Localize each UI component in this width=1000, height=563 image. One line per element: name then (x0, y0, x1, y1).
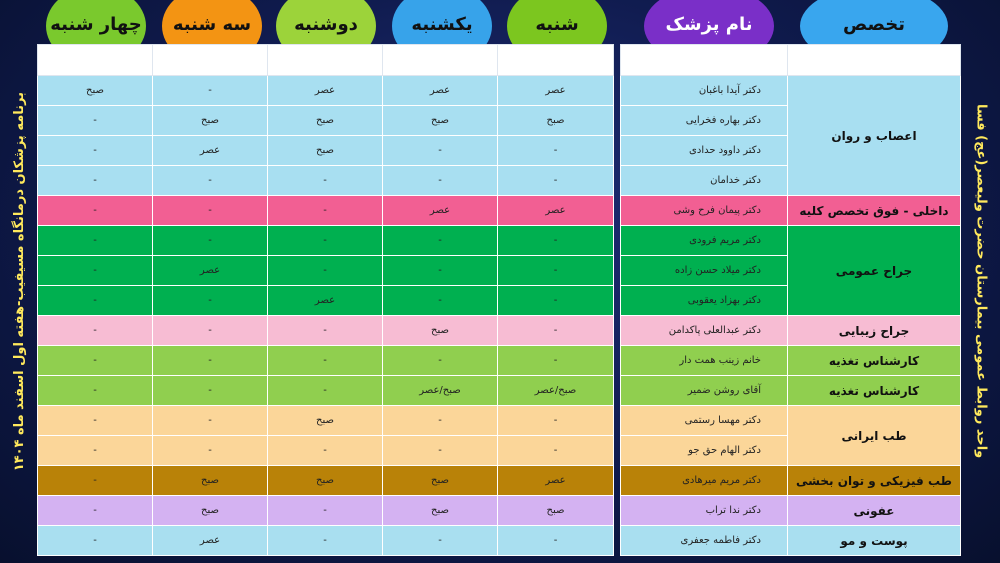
schedule-row (38, 256, 614, 286)
schedule-row (38, 106, 614, 136)
doctor-row (621, 76, 961, 106)
shift-cell-wednesday: - (38, 316, 153, 346)
shift-cell-sunday: - (383, 136, 498, 166)
shift-cell-sunday: صبح/عصر (383, 376, 498, 406)
doctor-row (621, 196, 961, 226)
shift-cell-wednesday: - (38, 286, 153, 316)
shift-cell-monday: - (268, 166, 383, 196)
specialty-name: داخلی - فوق تخصص کلیه (788, 196, 961, 226)
doctor-row (621, 346, 961, 376)
schedule-row (38, 136, 614, 166)
shift-cell-tuesday: - (153, 226, 268, 256)
shift-cell-tuesday: - (153, 166, 268, 196)
doctor-name: دکتر بهزاد یعقوبی (621, 286, 788, 316)
doctor-name: دکتر فاطمه جعفری (621, 526, 788, 556)
shift-cell-saturday: - (498, 166, 614, 196)
doctor-row (621, 376, 961, 406)
shift-cell-monday: - (268, 496, 383, 526)
shift-cell-sunday: - (383, 256, 498, 286)
doctor-header-row (621, 45, 961, 76)
shift-cell-sunday: - (383, 346, 498, 376)
shift-cell-monday: - (268, 436, 383, 466)
specialty-name: اعصاب و روان (788, 76, 961, 196)
shift-cell-saturday: - (498, 226, 614, 256)
shift-cell-monday: - (268, 526, 383, 556)
shift-cell-sunday: - (383, 406, 498, 436)
left-vertical-title (2, 0, 36, 563)
schedule-table (37, 44, 614, 556)
doctor-row (621, 496, 961, 526)
specialty-name: عفونی (788, 496, 961, 526)
shift-cell-sunday: عصر (383, 76, 498, 106)
shift-cell-wednesday: - (38, 226, 153, 256)
doctor-name: دکتر داوود حدادی (621, 136, 788, 166)
header-cell (621, 45, 788, 76)
shift-cell-monday: - (268, 376, 383, 406)
schedule-row (38, 166, 614, 196)
specialty-name: کارشناس تغذیه (788, 346, 961, 376)
shift-cell-saturday: - (498, 286, 614, 316)
schedule-row (38, 436, 614, 466)
shift-cell-tuesday: صبح (153, 466, 268, 496)
shift-cell-wednesday: - (38, 136, 153, 166)
shift-cell-monday: - (268, 226, 383, 256)
shift-cell-sunday: صبح (383, 466, 498, 496)
shift-cell-wednesday: - (38, 166, 153, 196)
shift-cell-tuesday: عصر (153, 256, 268, 286)
schedule-header-row (38, 45, 614, 76)
shift-cell-monday: - (268, 346, 383, 376)
doctor-name: خانم زینب همت دار (621, 346, 788, 376)
doctor-name: دکتر پیمان فرح وشی (621, 196, 788, 226)
shift-cell-tuesday: - (153, 376, 268, 406)
specialty-header-label: تخصص (842, 14, 906, 35)
shift-cell-sunday: - (383, 286, 498, 316)
schedule-row (38, 226, 614, 256)
shift-cell-saturday: - (498, 346, 614, 376)
day-label-wednesday: چهار شنبه (50, 14, 142, 35)
shift-cell-wednesday: - (38, 196, 153, 226)
day-header-cell (268, 45, 383, 76)
schedule-row (38, 76, 614, 106)
shift-cell-tuesday: - (153, 436, 268, 466)
shift-cell-monday: صبح (268, 106, 383, 136)
right-vertical-title (964, 0, 998, 563)
doctor-name: دکتر آیدا باغبان (621, 76, 788, 106)
doctor-row (621, 226, 961, 256)
shift-cell-wednesday: - (38, 496, 153, 526)
day-header-cell (498, 45, 614, 76)
shift-cell-monday: عصر (268, 76, 383, 106)
doctor-specialty-table (620, 44, 961, 556)
shift-cell-tuesday: - (153, 316, 268, 346)
doctor-name: دکتر الهام حق جو (621, 436, 788, 466)
shift-cell-sunday: - (383, 526, 498, 556)
schedule-row (38, 466, 614, 496)
shift-cell-wednesday: - (38, 406, 153, 436)
shift-cell-saturday: صبح (498, 106, 614, 136)
shift-cell-saturday: عصر (498, 76, 614, 106)
shift-cell-tuesday: - (153, 346, 268, 376)
specialty-name: طب فیزیکی و توان بخشی (788, 466, 961, 496)
shift-cell-saturday: - (498, 136, 614, 166)
specialty-name: جراح عمومی (788, 226, 961, 316)
shift-cell-saturday: - (498, 526, 614, 556)
schedule-row (38, 286, 614, 316)
shift-cell-wednesday: - (38, 526, 153, 556)
shift-cell-wednesday: - (38, 436, 153, 466)
header-cell (788, 45, 961, 76)
schedule-row (38, 496, 614, 526)
shift-cell-tuesday: - (153, 76, 268, 106)
shift-cell-saturday: - (498, 406, 614, 436)
shift-cell-sunday: صبح (383, 496, 498, 526)
shift-cell-sunday: - (383, 226, 498, 256)
day-header-cell (383, 45, 498, 76)
shift-cell-sunday: عصر (383, 196, 498, 226)
shift-cell-tuesday: صبح (153, 496, 268, 526)
shift-cell-sunday: صبح (383, 106, 498, 136)
shift-cell-monday: عصر (268, 286, 383, 316)
shift-cell-saturday: عصر (498, 466, 614, 496)
doctor-row (621, 406, 961, 436)
doctor-name: آقای روشن ضمیر (621, 376, 788, 406)
shift-cell-wednesday: - (38, 466, 153, 496)
schedule-row (38, 346, 614, 376)
shift-cell-tuesday: - (153, 286, 268, 316)
shift-cell-monday: - (268, 256, 383, 286)
doctor-name: دکتر خدامان (621, 166, 788, 196)
shift-cell-monday: صبح (268, 136, 383, 166)
shift-cell-tuesday: عصر (153, 526, 268, 556)
day-header-cell (153, 45, 268, 76)
shift-cell-monday: صبح (268, 466, 383, 496)
shift-cell-tuesday: عصر (153, 136, 268, 166)
shift-cell-wednesday: - (38, 346, 153, 376)
shift-cell-saturday: - (498, 436, 614, 466)
specialty-name: پوست و مو (788, 526, 961, 556)
shift-cell-saturday: عصر (498, 196, 614, 226)
schedule-row (38, 526, 614, 556)
specialty-name: جراح زیبایی (788, 316, 961, 346)
shift-cell-sunday: - (383, 166, 498, 196)
day-header-cell (38, 45, 153, 76)
schedule-row (38, 316, 614, 346)
right-title-text: واحد روابط عمومی بیمارستان حضرت ولیعصر(عج) فسا (973, 104, 989, 459)
shift-cell-saturday: - (498, 256, 614, 286)
shift-cell-saturday: صبح/عصر (498, 376, 614, 406)
specialty-name: کارشناس تغذیه (788, 376, 961, 406)
doctor-name: دکتر میلاد حسن زاده (621, 256, 788, 286)
doctor-name: دکتر ندا تراب (621, 496, 788, 526)
doctor-name: دکتر مریم فرودی (621, 226, 788, 256)
schedule-row (38, 196, 614, 226)
specialty-name: طب ایرانی (788, 406, 961, 466)
doctor-row (621, 526, 961, 556)
doctor-name: دکتر بهاره فخرایی (621, 106, 788, 136)
shift-cell-tuesday: صبح (153, 106, 268, 136)
shift-cell-saturday: صبح (498, 496, 614, 526)
schedule-row (38, 376, 614, 406)
shift-cell-wednesday: صبح (38, 76, 153, 106)
day-label-sunday: یکشنبه (411, 14, 473, 35)
shift-cell-tuesday: - (153, 406, 268, 436)
doctor-name: دکتر مریم میرهادی (621, 466, 788, 496)
doctor-row (621, 466, 961, 496)
shift-cell-saturday: - (498, 316, 614, 346)
shift-cell-wednesday: - (38, 256, 153, 286)
shift-cell-wednesday: - (38, 106, 153, 136)
shift-cell-monday: - (268, 196, 383, 226)
day-label-tuesday: سه شنبه (172, 14, 252, 35)
shift-cell-monday: صبح (268, 406, 383, 436)
shift-cell-sunday: - (383, 436, 498, 466)
doctor-name: دکتر عبدالعلی پاکدامن (621, 316, 788, 346)
left-title-text: برنامه پزشکان درمانگاه مسیفیب-هفته اول اسفند ماه ۱۴۰۴ (11, 91, 27, 472)
day-label-monday: دوشنبه (294, 14, 358, 35)
doctor-row (621, 316, 961, 346)
shift-cell-monday: - (268, 316, 383, 346)
shift-cell-wednesday: - (38, 376, 153, 406)
doctor-header-label: نام پزشک (665, 14, 753, 35)
doctor-name: دکتر مهسا رستمی (621, 406, 788, 436)
schedule-row (38, 406, 614, 436)
day-label-saturday: شنبه (535, 14, 579, 35)
shift-cell-tuesday: - (153, 196, 268, 226)
shift-cell-sunday: صبح (383, 316, 498, 346)
